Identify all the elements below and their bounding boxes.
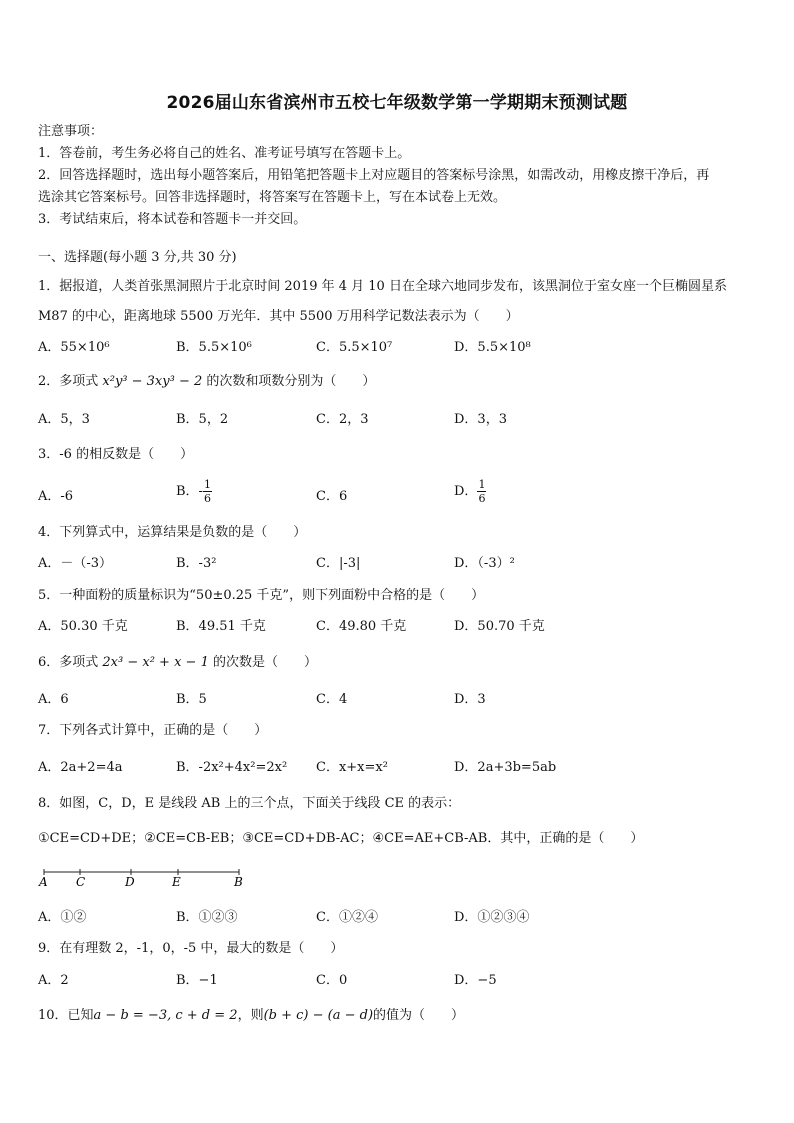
q1-option-a: A．55×10⁶	[38, 340, 110, 355]
note-1: 1．答卷前，考生务必将自己的姓名、准考证号填写在答题卡上。	[38, 146, 411, 161]
q7-option-c: C．x+x=x²	[316, 760, 388, 775]
q3-option-b-fraction	[203, 478, 212, 505]
q8-option-d: D．①②③④	[454, 910, 530, 925]
q8-option-b: B．①②③	[176, 910, 238, 925]
q4-option-b: B．-3²	[176, 556, 217, 571]
q6-option-b: B．5	[176, 692, 207, 707]
exam-title: 2026届山东省滨州市五校七年级数学第一学期期末预测试题	[166, 93, 628, 113]
note-2a: 2．回答选择题时，选出每小题答案后，用铅笔把答题卡上对应题目的答案标号涂黑，如需改动，用橡皮擦干净后，再	[38, 168, 710, 183]
q10-suffix: 的值为（ ）	[373, 1008, 465, 1023]
q3-option-c: C．6	[316, 489, 348, 504]
question-8: 8．如图，C，D，E 是线段 AB 上的三个点，下面关于线段 CE 的表示：	[38, 796, 461, 811]
question-5: 5．一种面粉的质量标识为“50±0.25 千克”，则下列面粉中合格的是（ ）	[38, 588, 485, 603]
question-7: 7．下列各式计算中，正确的是（ ）	[38, 723, 268, 738]
q3-option-a: A．-6	[38, 489, 74, 504]
q4-option-a: A．－（-3）	[38, 556, 113, 571]
note-2b: 选涂其它答案标号。回答非选择题时，将答案写在答题卡上，写在本试卷上无效。	[38, 190, 507, 205]
q10-prefix: 10．已知	[38, 1008, 94, 1023]
q6-expression: 2x³ − x² + x − 1	[102, 655, 209, 670]
question-9: 9．在有理数 2，-1，0，-5 中，最大的数是（ ）	[38, 941, 344, 956]
q9-option-b: B．−1	[176, 973, 218, 988]
fraction-denominator: 6	[478, 492, 486, 505]
fraction-numerator: 1	[478, 478, 486, 491]
note-3: 3．考试结束后，将本试卷和答题卡一并交回。	[38, 212, 307, 227]
q7-option-d: D．2a+3b=5ab	[454, 760, 557, 775]
q3-option-d-fraction	[477, 478, 486, 505]
question-10	[38, 1004, 464, 1023]
q5-option-d: D．50.70 千克	[454, 619, 545, 634]
q4-option-d: D．（-3）²	[454, 556, 515, 571]
q10-middle: ，则	[237, 1008, 264, 1023]
q1-option-b: B．5.5×10⁶	[176, 340, 252, 355]
q6-suffix: 的次数是（ ）	[208, 655, 317, 670]
question-6	[38, 651, 317, 670]
q1-option-c: C．5.5×10⁷	[316, 340, 393, 355]
point-label-d: D	[125, 875, 135, 889]
q9-option-a: A．2	[38, 973, 69, 988]
q2-expression: x²y³ − 3xy³ − 2	[102, 374, 203, 389]
q7-option-b: B．-2x²+4x²=2x²	[176, 760, 288, 775]
q6-option-a: A．6	[38, 692, 69, 707]
q5-option-b: B．49.51 千克	[176, 619, 266, 634]
q10-condition: a − b = −3, c + d = 2	[93, 1008, 238, 1023]
q8-option-a: A．①②	[38, 910, 87, 925]
q2-option-b: B．5，2	[176, 412, 229, 427]
q2-option-c: C．2，3	[316, 412, 369, 427]
q2-option-a: A．5，3	[38, 412, 90, 427]
section-heading: 一、选择题(每小题 3 分,共 30 分)	[38, 250, 237, 265]
q7-option-a: A．2a+2=4a	[38, 760, 123, 775]
q9-option-c: C．0	[316, 973, 348, 988]
fraction-numerator: 1	[203, 478, 211, 491]
question-1-line-2: M87 的中心，距离地球 5500 万光年．其中 5500 万用科学记数法表示为（ ）	[38, 309, 519, 324]
q6-prefix: 6．多项式	[38, 655, 103, 670]
segment-svg	[34, 864, 264, 894]
line-segment-figure	[34, 864, 264, 894]
q2-prefix: 2．多项式	[38, 374, 103, 389]
point-label-c: C	[76, 875, 86, 889]
q8-option-c: C．①②④	[316, 910, 378, 925]
point-label-e: E	[172, 875, 181, 889]
point-label-a: A	[39, 875, 48, 889]
q3-option-b	[176, 478, 212, 505]
q5-option-a: A．50.30 千克	[38, 619, 128, 634]
fraction-denominator: 6	[203, 492, 211, 505]
q3-option-b-label: B．-	[176, 484, 203, 499]
q1-option-d: D．5.5×10⁸	[454, 340, 531, 355]
question-3: 3．-6 的相反数是（ ）	[38, 447, 194, 462]
q2-option-d: D．3，3	[454, 412, 507, 427]
q6-option-c: C．4	[316, 692, 348, 707]
q10-expression: (b + c) − (a − d)	[263, 1008, 374, 1023]
question-2	[38, 370, 375, 389]
point-label-b: B	[234, 875, 243, 889]
question-4: 4．下列算式中，运算结果是负数的是（ ）	[38, 525, 307, 540]
q2-suffix: 的次数和项数分别为（ ）	[202, 374, 376, 389]
notes-heading: 注意事项：	[38, 124, 104, 139]
q9-option-d: D．−5	[454, 973, 497, 988]
q3-option-d-label: D．	[454, 484, 478, 499]
q4-option-c: C．|-3|	[316, 556, 361, 571]
q6-option-d: D．3	[454, 692, 486, 707]
question-8-statements: ①CE=CD+DE；②CE=CB-EB；③CE=CD+DB-AC；④CE=AE+CB-AB．其中，正确的是（ ）	[38, 831, 644, 846]
question-1-line-1: 1．据报道，人类首张黑洞照片于北京时间 2019 年 4 月 10 日在全球六地同步发布，该黑洞位于室女座一个巨椭圆星系	[38, 279, 727, 294]
q5-option-c: C．49.80 千克	[316, 619, 407, 634]
q3-option-d	[454, 478, 486, 505]
